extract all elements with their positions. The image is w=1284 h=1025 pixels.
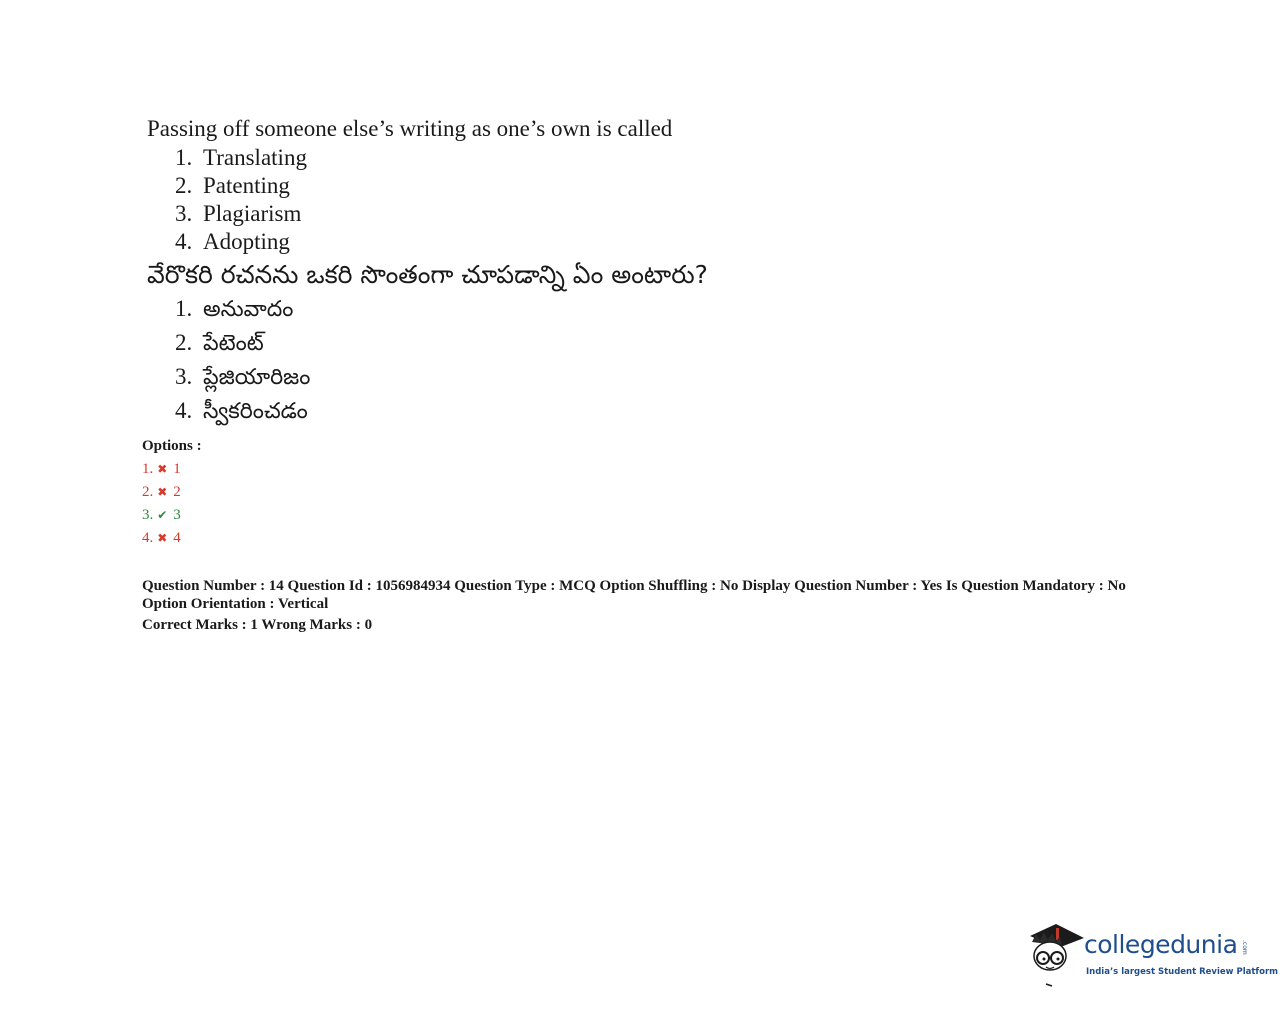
answer-options	[142, 436, 202, 550]
options-title: Options :	[142, 438, 202, 454]
marks-line: Correct Marks : 1 Wrong Marks : 0	[142, 617, 373, 633]
answer-option-row: 4. ✖ 4	[142, 527, 202, 550]
telugu-option: 4. స్వీకరించడం	[175, 398, 308, 424]
logo-wordmark: collegedunia	[1084, 930, 1238, 959]
english-option: 1. Translating	[175, 145, 307, 170]
telugu-option: 3. ప్లేజియారిజం	[175, 364, 311, 390]
answer-option-row-correct: 3. ✔ 3	[142, 504, 202, 527]
question-metadata	[142, 577, 1172, 634]
mascot-icon	[1026, 918, 1086, 990]
english-option: 2. Patenting	[175, 173, 290, 198]
question-block	[147, 114, 947, 428]
metadata-line: Option Orientation : Vertical	[142, 596, 329, 612]
answer-option-row: 2. ✖ 2	[142, 481, 202, 504]
check-icon: ✔	[157, 508, 168, 522]
cross-icon: ✖	[157, 485, 168, 499]
telugu-option: 2. పేటెంట్	[175, 330, 264, 356]
logo-suffix: .com	[1241, 940, 1248, 955]
metadata-line: Question Number : 14 Question Id : 1056984934 Question Type : MCQ Option Shuffling : No Display Question Number : Yes Is Question Mandatory : No	[142, 578, 1126, 594]
english-option: 3. Plagiarism	[175, 201, 302, 226]
collegedunia-logo	[1026, 918, 1278, 990]
answer-option-row: 1. ✖ 1	[142, 458, 202, 481]
question-text-english: Passing off someone else’s writing as one’s own is called	[147, 116, 673, 141]
english-options-list	[147, 144, 947, 256]
cross-icon: ✖	[157, 462, 168, 476]
cross-icon: ✖	[157, 531, 168, 545]
logo-tagline: India’s largest Student Review Platform	[1086, 967, 1278, 977]
english-option: 4. Adopting	[175, 229, 290, 254]
telugu-options-list	[147, 292, 947, 428]
question-text-telugu: వేరొకరి రచనను ఒకరి సొంతంగా చూపడాన్ని ఏం అంటారు?	[147, 260, 708, 289]
telugu-option: 1. అనువాదం	[175, 296, 294, 322]
